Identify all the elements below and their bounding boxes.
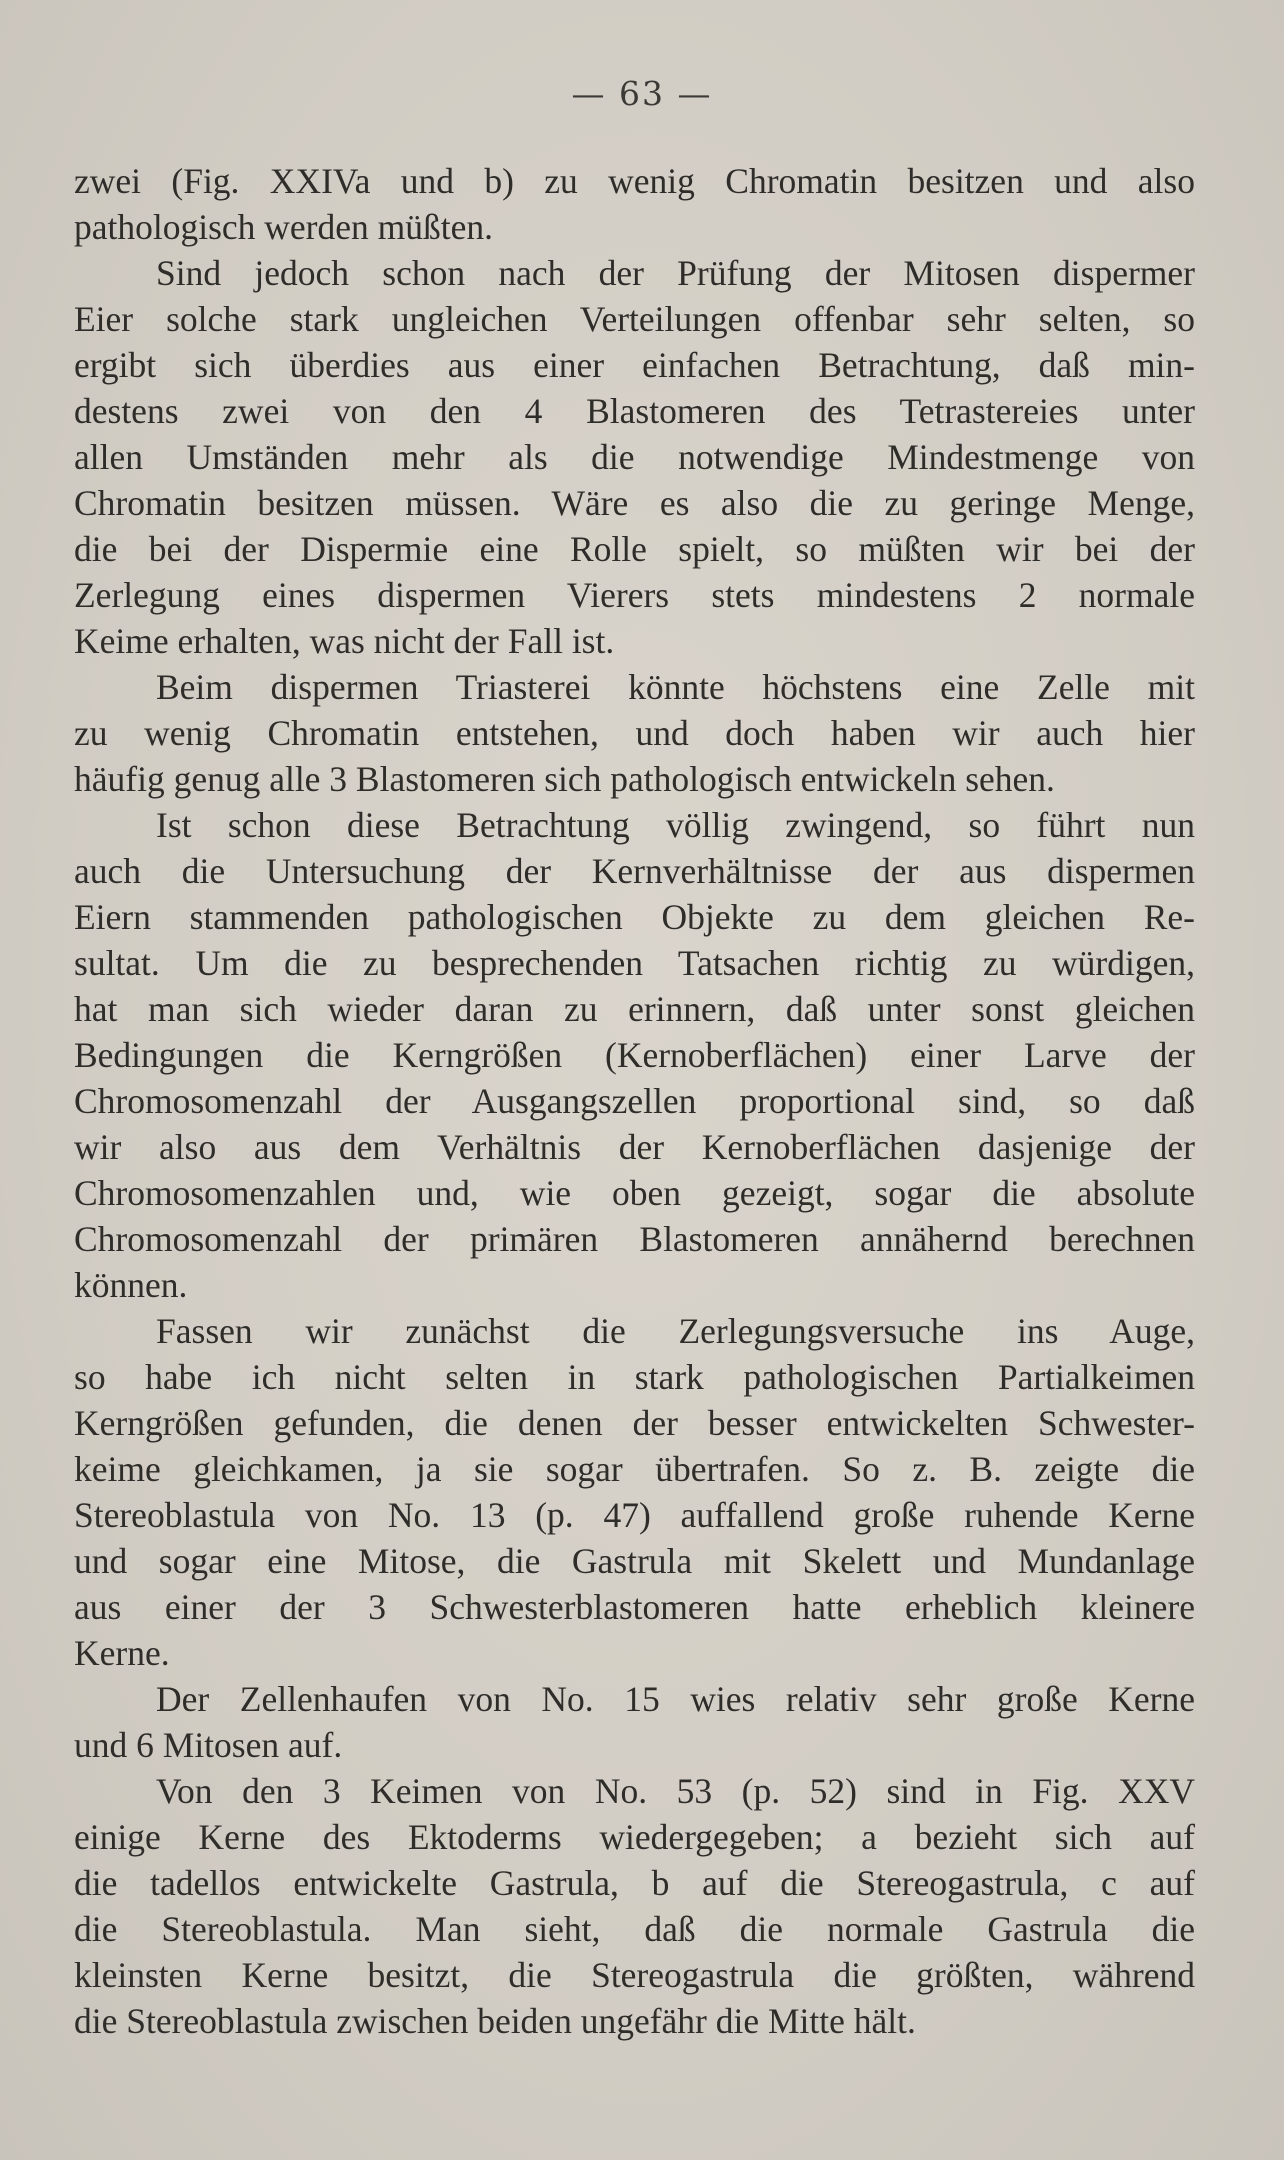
text-line: die Stereoblastula zwischen beiden ungefähr die Mitte hält.: [74, 2001, 916, 2041]
text-line: aus einer der 3 Schwesterblastomeren hatte erheblich kleinere: [74, 1587, 1195, 1627]
text-line: Beim dispermen Triasterei könnte höchstens eine Zelle mit: [156, 667, 1195, 707]
text-line: und sogar eine Mitose, die Gastrula mit Skelett und Mundanlage: [74, 1541, 1195, 1581]
text-line: kleinsten Kerne besitzt, die Stereogastrula die größten, während: [74, 1955, 1195, 1995]
body-text: [74, 158, 1195, 2044]
text-line: wir also aus dem Verhältnis der Kernoberflächen dasjenige der: [74, 1127, 1195, 1167]
text-line: allen Umständen mehr als die notwendige Mindestmenge von: [74, 437, 1195, 477]
text-line: Chromosomenzahlen und, wie oben gezeigt, sogar die absolute: [74, 1173, 1195, 1213]
text-line: hat man sich wieder daran zu erinnern, daß unter sonst gleichen: [74, 989, 1195, 1029]
text-line: einige Kerne des Ektoderms wiedergegeben; a bezieht sich auf: [74, 1817, 1195, 1857]
text-line: die bei der Dispermie eine Rolle spielt, so müßten wir bei der: [74, 529, 1195, 569]
text-line: pathologisch werden müßten.: [74, 207, 493, 247]
text-line: Eier solche stark ungleichen Verteilungen offenbar sehr selten, so: [74, 299, 1195, 339]
text-line: sultat. Um die zu besprechenden Tatsachen richtig zu würdigen,: [74, 943, 1195, 983]
text-line: Zerlegung eines dispermen Vierers stets mindestens 2 normale: [74, 575, 1195, 615]
page-number: — 63 —: [571, 74, 713, 113]
text-line: Ist schon diese Betrachtung völlig zwingend, so führt nun: [156, 805, 1195, 845]
text-line: zu wenig Chromatin entstehen, und doch haben wir auch hier: [74, 713, 1195, 753]
text-line: Sind jedoch schon nach der Prüfung der Mitosen dispermer: [156, 253, 1195, 293]
text-line: Keime erhalten, was nicht der Fall ist.: [74, 621, 615, 661]
text-line: keime gleichkamen, ja sie sogar übertrafen. So z. B. zeigte die: [74, 1449, 1195, 1489]
text-line: Fassen wir zunächst die Zerlegungsversuche ins Auge,: [156, 1311, 1195, 1351]
text-line: destens zwei von den 4 Blastomeren des Tetrastereies unter: [74, 391, 1195, 431]
text-line: zwei (Fig. XXIVa und b) zu wenig Chromatin besitzen und also: [74, 161, 1195, 201]
text-line: Der Zellenhaufen von No. 15 wies relativ sehr große Kerne: [156, 1679, 1195, 1719]
text-line: und 6 Mitosen auf.: [74, 1725, 343, 1765]
text-line: Chromatin besitzen müssen. Wäre es also die zu geringe Menge,: [74, 483, 1195, 523]
text-line: Bedingungen die Kerngrößen (Kernoberflächen) einer Larve der: [74, 1035, 1195, 1075]
text-line: Chromosomenzahl der Ausgangszellen proportional sind, so daß: [74, 1081, 1195, 1121]
text-line: Chromosomenzahl der primären Blastomeren annähernd berechnen: [74, 1219, 1195, 1259]
text-line: Kerne.: [74, 1633, 170, 1673]
text-line: können.: [74, 1265, 188, 1305]
text-line: Eiern stammenden pathologischen Objekte zu dem gleichen Re-: [74, 897, 1195, 937]
text-line: so habe ich nicht selten in stark pathologischen Partialkeimen: [74, 1357, 1195, 1397]
text-line: die Stereoblastula. Man sieht, daß die normale Gastrula die: [74, 1909, 1195, 1949]
text-line: häufig genug alle 3 Blastomeren sich pathologisch entwickeln sehen.: [74, 759, 1055, 799]
text-line: Stereoblastula von No. 13 (p. 47) auffallend große ruhende Kerne: [74, 1495, 1195, 1535]
text-line: Kerngrößen gefunden, die denen der besser entwickelten Schwester-: [74, 1403, 1195, 1443]
text-line: die tadellos entwickelte Gastrula, b auf die Stereogastrula, c auf: [74, 1863, 1195, 1903]
text-line: auch die Untersuchung der Kernverhältnisse der aus dispermen: [74, 851, 1195, 891]
text-line: ergibt sich überdies aus einer einfachen Betrachtung, daß min-: [74, 345, 1195, 385]
text-line: Von den 3 Keimen von No. 53 (p. 52) sind in Fig. XXV: [156, 1771, 1195, 1811]
